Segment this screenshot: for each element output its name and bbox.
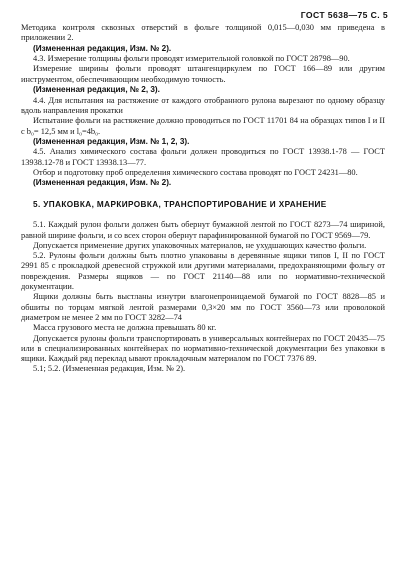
revision-note: (Измененная редакция, № 2, 3). bbox=[33, 85, 160, 95]
page-header: ГОСТ 5638—75 С. 5 bbox=[300, 10, 388, 20]
document-body bbox=[21, 23, 385, 375]
revision-note: (Измененная редакция, Изм. № 2). bbox=[33, 178, 172, 188]
paragraph: 5.1. Каждый рулон фольги должен быть обернут бумажной лентой по ГОСТ 8273—74 шириной, равной ширине фольги, и со всех сторон обернут парафинированной бумагой по ГОСТ 9569—79. bbox=[21, 220, 385, 240]
section-heading: 5. УПАКОВКА, МАРКИРОВКА, ТРАНСПОРТИРОВАНИЕ И ХРАНЕНИЕ bbox=[33, 199, 327, 209]
revision-note: (Измененная редакция, Изм. № 2). bbox=[33, 43, 172, 53]
paragraph: Отбор и подготовку проб определения химического состава проводят по ГОСТ 24231—80. bbox=[33, 168, 358, 178]
paragraph: Масса грузового места не должна превышать 80 кг. bbox=[33, 323, 217, 333]
paragraph: 5.1; 5.2. (Измененная редакция, Изм. № 2). bbox=[33, 364, 186, 374]
paragraph: Допускается рулоны фольги транспортировать в универсальных контейнерах по ГОСТ 20435—75 или в специализированных контейнерах по нормативно-технической документации без упаковки в ящики. Каждый ряд переклад ывают прокладочным материалом по ГОСТ 7376 89. bbox=[21, 333, 385, 364]
paragraph: Методика контроля сквозных отверстий в фольге толщиной 0,015—0,030 мм приведена в приложении 2. bbox=[21, 23, 385, 43]
paragraph: Ящики должны быть выстланы изнутри влагонепроницаемой бумагой по ГОСТ 8828—85 и обшиты по торцам мягкой лентой размерами 0,3×20 мм по ГОСТ 3560—73 или проволокой диаметром не менее 2 мм по ГОСТ 3282—74 bbox=[21, 292, 385, 322]
paragraph: 4.4. Для испытания на растяжение от каждого отобранного рулона вырезают по одному образцу вдоль направления прокатки bbox=[21, 95, 385, 115]
paragraph: 4.3. Измерение толщины фольги проводят измерительной головкой по ГОСТ 28798—90. bbox=[33, 54, 350, 64]
paragraph: Измерение ширины фольги проводят штангенциркулем по ГОСТ 166—89 или другим инструментом, обеспечивающим необходимую точность. bbox=[21, 64, 385, 84]
revision-note: (Измененная редакция, Изм. № 1, 2, 3). bbox=[33, 136, 190, 146]
paragraph: Испытание фольги на растяжение должно проводиться по ГОСТ 11701 84 на образцах типов I и II с b₀= 12,5 мм и l₀=4b₀. bbox=[21, 116, 385, 136]
paragraph: 4.5. Анализ химического состава фольги должен проводиться по ГОСТ 13938.1-78 — ГОСТ 13938.12-78 и ГОСТ 13938.13—77. bbox=[21, 147, 385, 167]
paragraph: 5.2. Рулоны фольги должны быть плотно упакованы в деревянные ящики типов I, II по ГОСТ 2991 85 с прокладкой древесной стружкой или другими материалами, предохраняющими фольгу от повреждения. Размеры ящиков — по ГОСТ 21140—88 или по нормативно-технической документации. bbox=[21, 251, 385, 292]
paragraph: Допускается применение других упаковочных материалов, не ухудшающих качество фольги. bbox=[33, 240, 367, 250]
